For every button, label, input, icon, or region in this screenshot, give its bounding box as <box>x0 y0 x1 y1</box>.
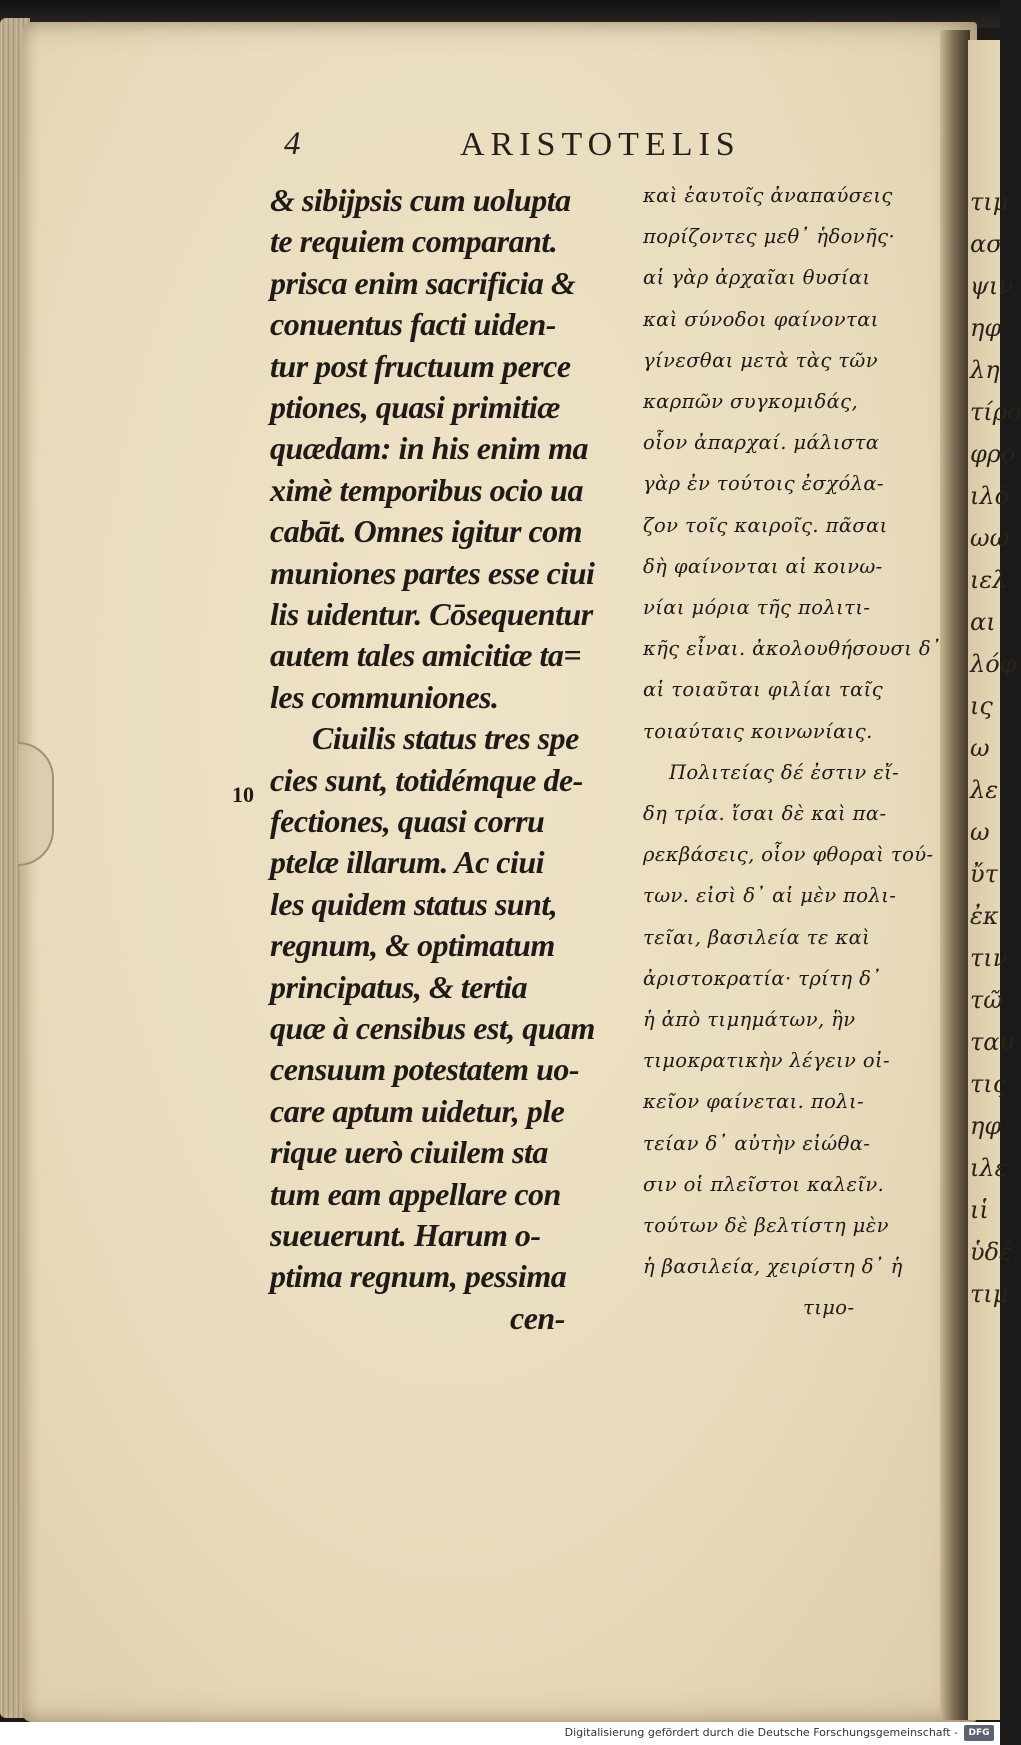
text-line: νίαι μόρια τῆς πολιτι- <box>643 596 871 619</box>
text-line: care aptum uidetur, ple <box>270 1092 565 1129</box>
text-line: οἷον ἀπαρχαί. μάλιστα <box>643 431 880 455</box>
text-line: rique uerò ciuilem sta <box>270 1134 548 1171</box>
text-line: τιμο- <box>803 1296 855 1320</box>
text-line: autem tales amicitiæ ta= <box>270 637 582 674</box>
text-line: τιμοκρατικὴν λέγειν οἰ- <box>643 1049 891 1073</box>
page-number: 4 <box>284 126 301 162</box>
next-page-fragment: ω <box>970 734 990 762</box>
text-line: πορίζοντες μεθ᾽ ἡδονῆς· <box>643 225 896 249</box>
next-page-fragment: λη <box>970 356 1000 384</box>
text-line: γὰρ ἐν τούτοις ἐσχόλα- <box>643 472 884 496</box>
next-page-fragment: ὔτ <box>970 860 998 888</box>
text-line: quædam: in his enim ma <box>270 430 588 467</box>
text-line: ἡ ἀπὸ τιμημάτων, ἣν <box>643 1008 856 1031</box>
next-page-fragment: φρο <box>970 440 1016 468</box>
page-tab <box>18 742 54 866</box>
text-line: fectiones, quasi corru <box>270 803 545 839</box>
next-page-fragment: ις <box>970 692 993 720</box>
text-line: τείαν δ᾽ αὐτὴν εἰώθα- <box>643 1131 871 1155</box>
text-line: cabāt. Omnes igitur com <box>270 513 583 550</box>
next-page-sliver <box>968 40 1021 1720</box>
next-page-fragment: ταυ <box>970 1028 1015 1056</box>
text-line: cies sunt, totidémque de- <box>270 761 583 798</box>
text-line: te requiem comparant. <box>270 223 558 260</box>
text-line: quæ à censibus est, quam <box>270 1010 595 1046</box>
text-line: καὶ ἑαυτοῖς ἀναπαύσεις <box>643 184 893 207</box>
text-line: & sibijpsis cum uolupta <box>270 182 571 218</box>
text-line: αἱ τοιαῦται φιλίαι ταῖς <box>643 678 884 702</box>
next-page-fragment: τιμ <box>970 188 1009 216</box>
binding-gutter <box>940 30 970 1720</box>
next-page-fragment: ηφ <box>970 1112 1002 1140</box>
text-line: τούτων δὲ βελτίστη μὲν <box>643 1214 889 1237</box>
text-line: ptiones, quasi primitiæ <box>270 389 560 425</box>
text-line: κεῖον φαίνεται. πολι- <box>643 1090 865 1114</box>
text-line: sueuerunt. Harum o- <box>270 1217 541 1253</box>
text-line: tum eam appellare con <box>270 1175 561 1212</box>
text-line: prisca enim sacrificia & <box>270 264 576 301</box>
text-line: les communiones. <box>270 678 499 715</box>
text-line: σιν οἱ πλεῖστοι καλεῖν. <box>643 1172 885 1196</box>
next-page-fragment: ιλό <box>970 482 1010 510</box>
next-page-fragment: τῶ <box>970 986 1003 1014</box>
text-line: principatus, & tertia <box>270 968 528 1005</box>
text-line: conuentus facti uiden- <box>270 306 556 343</box>
text-line: ptelæ illarum. Ac ciui <box>270 844 545 881</box>
next-page-fragment: ασ <box>970 230 1003 258</box>
text-line: δη τρία. ἴσαι δὲ καὶ πα- <box>643 802 887 825</box>
next-page-fragment: ηφ <box>970 314 1002 342</box>
text-line: ρεκβάσεις, οἷον φθοραὶ τού- <box>643 843 934 867</box>
text-line: ζον τοῖς καιροῖς. πᾶσαι <box>643 513 888 537</box>
dfg-logo: DFG <box>964 1725 994 1741</box>
next-page-fragment: λε <box>970 776 999 804</box>
text-line: muniones partes esse ciui <box>270 554 595 591</box>
next-page-fragment: αι <box>970 608 996 636</box>
next-page-fragment: ιελ <box>970 566 1008 594</box>
text-line: δὴ φαίνονται αἱ κοινω- <box>643 554 883 578</box>
text-line: αἱ γὰρ ἀρχαῖαι θυσίαι <box>643 266 871 290</box>
text-line: Πολιτείας δέ ἐστιν εἴ- <box>669 760 900 784</box>
running-title: ARISTOTELIS <box>460 126 741 163</box>
next-page-fragment: ὑδέ <box>970 1238 1012 1266</box>
text-line: regnum, & optimatum <box>270 927 555 964</box>
text-line: Ciuilis status tres spe <box>312 720 579 757</box>
text-line: των. εἰσὶ δ᾽ αἱ μὲν πολι- <box>643 884 897 908</box>
text-line: cen- <box>510 1299 565 1336</box>
next-page-fragment: ψιν <box>970 272 1013 300</box>
next-page-fragment: ἐκ <box>970 902 999 930</box>
text-line: τεῖαι, βασιλεία τε καὶ <box>643 925 871 949</box>
next-page-fragment: λόφ <box>970 650 1017 678</box>
text-line: καρπῶν συγκομιδάς, <box>643 390 859 413</box>
text-line: les quidem status sunt, <box>270 885 558 922</box>
text-line: lis uidentur. Cōsequentur <box>270 596 593 632</box>
text-line: ximè temporibus ocio ua <box>270 471 583 508</box>
text-line: καὶ σύνοδοι φαίνονται <box>643 307 879 331</box>
text-line: γίνεσθαι μετὰ τὰς τῶν <box>643 348 878 372</box>
text-line: ἀριστοκρατία· τρίτη δ᾽ <box>643 966 882 990</box>
text-line: κῆς εἶναι. ἀκολουθήσουσι δ᾽ <box>643 637 942 661</box>
text-line: ἡ βασιλεία, χειρίστη δ᾽ ἡ <box>643 1255 903 1279</box>
next-page-fragment: τιμ <box>970 1280 1009 1308</box>
next-page-fragment: ω <box>970 818 990 846</box>
next-page-fragment: ιἱ <box>970 1196 989 1224</box>
text-line: τοιαύταις κοινωνίαις. <box>643 719 873 743</box>
text-line: tur post fructuum perce <box>270 347 571 384</box>
text-line: ptima regnum, pessima <box>270 1258 567 1295</box>
next-page-fragment: τις <box>970 1070 1007 1098</box>
funding-notice: Digitalisierung gefördert durch die Deutsche Forschungsgemeinschaft - <box>564 1726 958 1739</box>
footer-bar <box>0 1722 1000 1745</box>
next-page-fragment: τίρο <box>970 398 1021 426</box>
next-page-fragment: ωω <box>970 524 1010 552</box>
next-page-fragment: ιλε <box>970 1154 1008 1182</box>
next-page-fragment: τιν <box>970 944 1008 972</box>
margin-line-number: 10 <box>232 782 254 807</box>
text-line: censuum potestatem uo- <box>270 1051 580 1088</box>
